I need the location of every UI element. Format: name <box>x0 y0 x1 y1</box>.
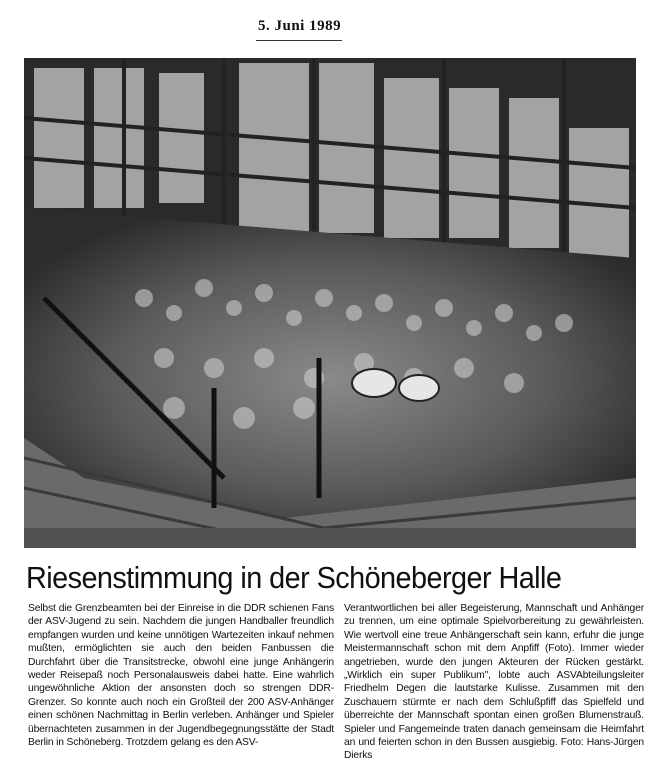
article-column-right <box>344 602 644 763</box>
news-photo-crowd-in-hall <box>24 58 636 548</box>
date-underline <box>256 40 342 41</box>
date-line: 5. Juni 1989 <box>258 18 342 34</box>
headline: Riesenstimmung in der Schöneberger Halle <box>26 560 562 595</box>
article-column-left: Selbst die Grenzbeamten bei der Einreise in die DDR schienen Fans der ASV-Jugend zu sein. Nachdem die jungen Handballer freundlich empfangen wurden und keine unnötigen Wartezeiten inkauf nehmen mußten, ermöglichten sie auch den beiden Fanbussen die Durchfahrt über die Transitstrecke, obwohl eine junge Anhängerin weder Reisepaß noch Personalausweis dabei hatte. Eine wahrlich ungewöhnliche Aktion der ansonsten doch so strengen DDR-Grenzer. So konnte auch noch ein Großteil der 200 ASV-Anhänger einen schönen Nachmittag in Berlin verleben. Anhänger und Spieler übernachteten zusammen in der Jugendbegegnungsstätte der Stadt Berlin in Schöneberg. Trotzdem gelang es den ASV- <box>28 603 334 749</box>
article-column-right-text: Verantwortlichen bei aller Begeisterung, Mannschaft und Anhänger zu trennen, um eine optimale Spielvorbereitung zu gewährleisten. Wie wertvoll eine treue Anhängerschaft sein kann, erfuhr die junge Meistermannschaft schon mit dem Anpfiff (Foto). Immer wieder angetrieben, wurde den jungen Akteuren der Rücken gestärkt. „Wirklich ein super Publikum", lobte auch ASVAbteilungsleiter Friedhelm Degen die lautstarke Kulisse. Zusammen mit den Zuschauern stürmte er nach dem Schlußpfiff das Spielfeld und überreichte der Mannschaft spontan einen großen Blumenstrauß. Spieler und Fangemeinde traten danach gemeinsam die Heimfahrt an und feierten schon in den Bussen ausgiebig. <box>344 603 644 749</box>
photo-credit: Foto: Hans-Jürgen Dierks <box>344 737 644 762</box>
